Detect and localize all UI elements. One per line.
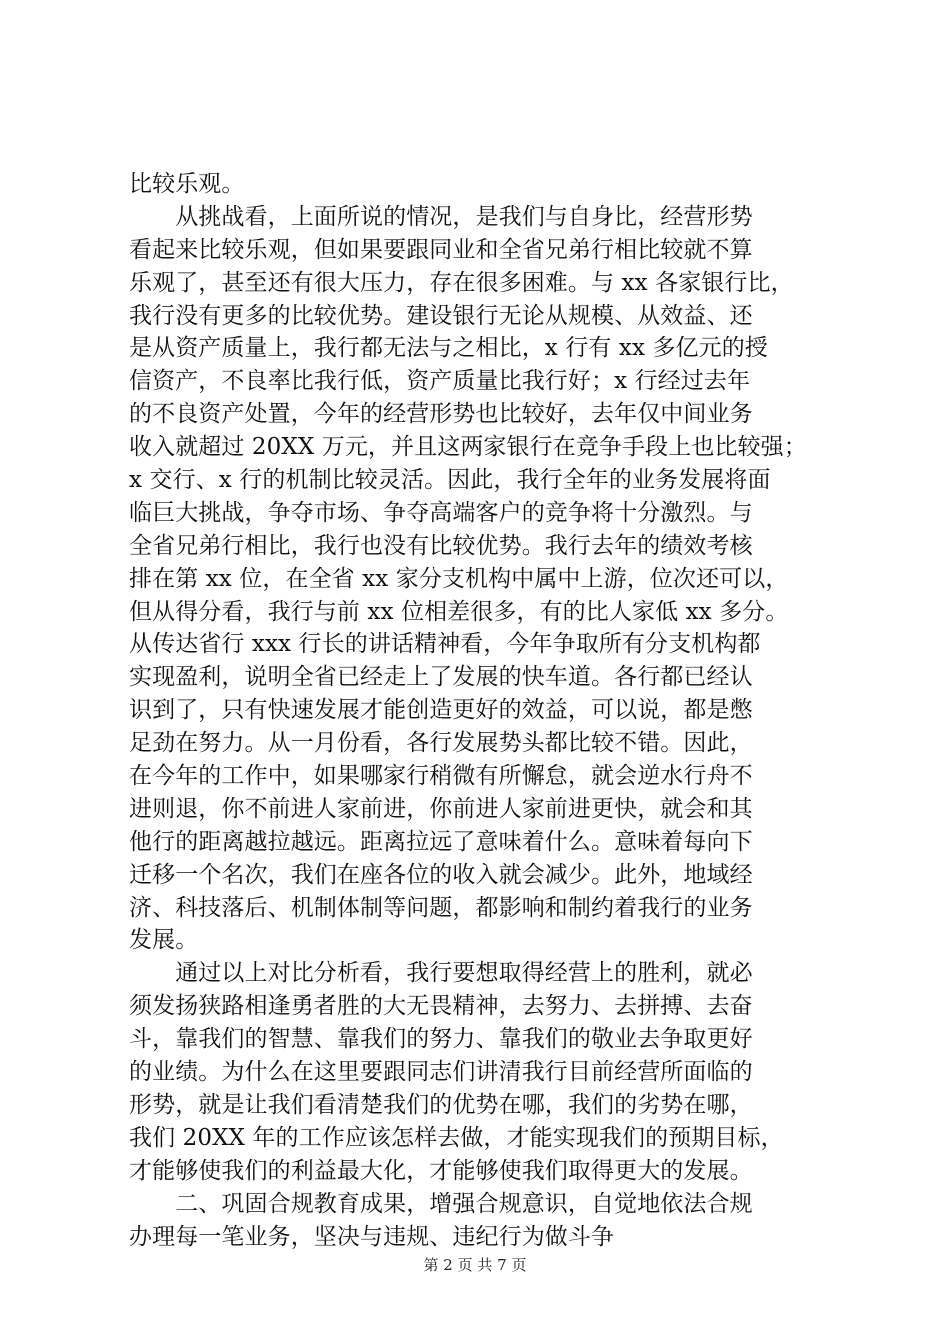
text-line: 信资产，不良率比我行低，资产质量比我行好；x 行经过去年 <box>129 368 751 395</box>
text-line: 发展。 <box>129 927 199 954</box>
text-line: 进则退，你不前进人家前进，你前进人家前进更快，就会和其 <box>129 795 753 822</box>
text-line: 临巨大挑战，争夺市场、争夺高端客户的竞争将十分激烈。与 <box>129 499 753 526</box>
text-line: 斗，靠我们的智慧、靠我们的努力、靠我们的敬业去争取更好 <box>129 1026 753 1053</box>
text-line: 在今年的工作中，如果哪家行稍微有所懈怠，就会逆水行舟不 <box>129 763 753 790</box>
text-line: 从传达省行 xxx 行长的讲话精神看，今年争取所有分支机构都 <box>129 631 761 658</box>
page-indicator: 第 2 页 共 7 页 <box>423 1256 527 1274</box>
text-line: 我行没有更多的比较优势。建设银行无论从规模、从效益、还 <box>129 302 753 329</box>
text-line: 须发扬狭路相逢勇者胜的大无畏精神，去努力、去拼搏、去奋 <box>129 993 753 1020</box>
text-line: 他行的距离越拉越远。距离拉远了意味着什么。意味着每向下 <box>129 828 753 855</box>
text-line: 全省兄弟行相比，我行也没有比较优势。我行去年的绩效考核 <box>129 532 753 559</box>
text-line: 的不良资产处置，今年的经营形势也比较好，去年仅中间业务 <box>129 401 753 428</box>
text-line: 我们 20XX 年的工作应该怎样去做，才能实现我们的预期目标， <box>129 1124 784 1151</box>
text-line: x 交行、x 行的机制比较灵活。因此，我行全年的业务发展将面 <box>129 467 771 494</box>
text-line: 足劲在努力。从一月份看，各行发展势头都比较不错。因此， <box>129 730 753 757</box>
section-heading: 办理每一笔业务，坚决与违规、违纪行为做斗争 <box>129 1223 615 1250</box>
text-line: 是从资产质量上，我行都无法与之相比，x 行有 xx 多亿元的授 <box>129 335 768 362</box>
section-heading: 二、巩固合规教育成果，增强合规意识，自觉地依法合规 <box>129 1190 753 1217</box>
text-line: 通过以上对比分析看，我行要想取得经营上的胜利，就必 <box>129 960 753 987</box>
text-line: 识到了，只有快速发展才能创造更好的效益，可以说，都是憋 <box>129 697 753 724</box>
text-line: 的业绩。为什么在这里要跟同志们讲清我行目前经营所面临的 <box>129 1059 753 1086</box>
text-line: 但从得分看，我行与前 xx 位相差很多，有的比人家低 xx 多分。 <box>129 598 789 625</box>
text-line: 形势，就是让我们看清楚我们的优势在哪，我们的劣势在哪， <box>129 1091 753 1118</box>
text-line: 从挑战看，上面所说的情况，是我们与自身比，经营形势 <box>129 203 753 230</box>
text-line: 济、科技落后、机制体制等问题，都影响和制约着我行的业务 <box>129 894 753 921</box>
text-line: 看起来比较乐观，但如果要跟同业和全省兄弟行相比较就不算 <box>129 236 753 263</box>
body-text <box>129 168 829 1253</box>
text-line: 乐观了，甚至还有很大压力，存在很多困难。与 xx 各家银行比， <box>129 269 794 296</box>
text-line: 才能够使我们的利益最大化，才能够使我们取得更大的发展。 <box>129 1157 753 1184</box>
text-line: 实现盈利，说明全省已经走上了发展的快车道。各行都已经认 <box>129 664 753 691</box>
text-line: 迁移一个名次，我们在座各位的收入就会减少。此外，地域经 <box>129 861 753 888</box>
text-line: 收入就超过 20XX 万元，并且这两家银行在竞争手段上也比较强； <box>129 434 807 461</box>
text-line: 比较乐观。 <box>129 171 245 197</box>
text-line: 排在第 xx 位，在全省 xx 家分支机构中属中上游，位次还可以， <box>129 565 789 592</box>
